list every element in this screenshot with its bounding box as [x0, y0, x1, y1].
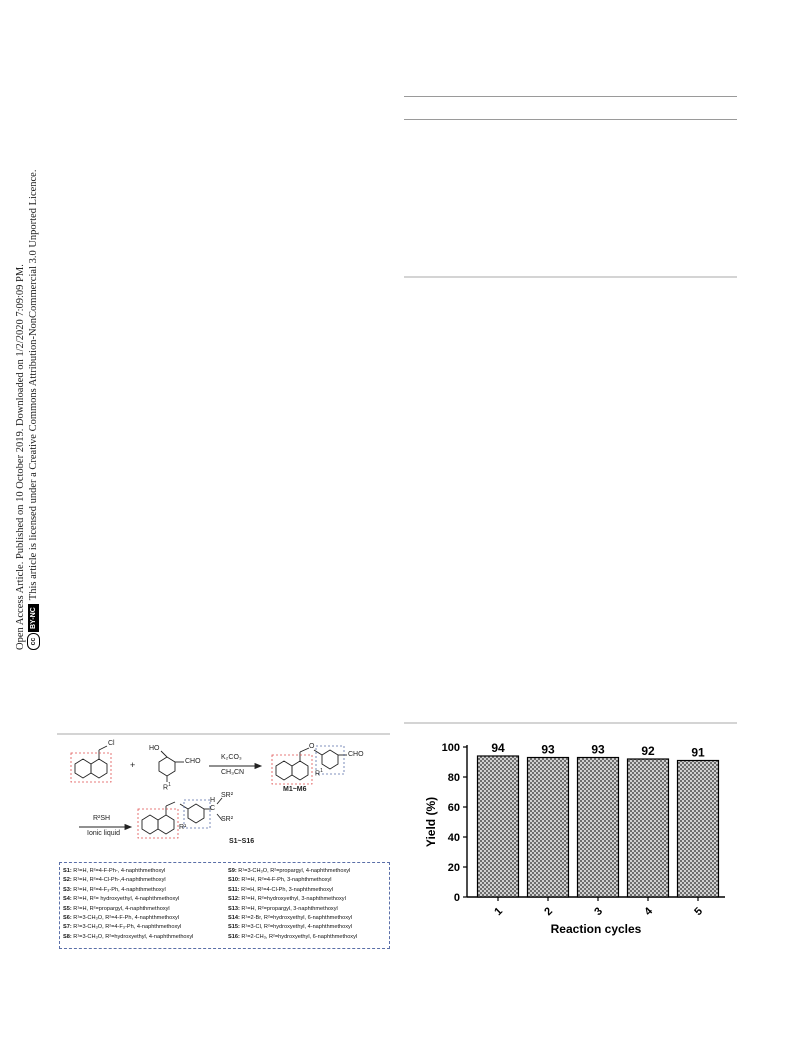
- legend-substituents: R¹=3-CH₃O, R²=4-F-Ph, 4-naphthmethoxyl: [71, 915, 180, 922]
- legend-substituents: R¹=H, R²=propargyl, 3-naphthmethoxyl: [239, 905, 338, 912]
- label-k2co3: K₂CO₃: [221, 754, 242, 761]
- legend-compound-id: S1:: [63, 868, 72, 874]
- compound-legend: [59, 862, 390, 949]
- legend-compound-id: S9:: [228, 868, 237, 874]
- legend-entry: [228, 867, 357, 876]
- y-tick-label: 60: [447, 802, 460, 814]
- data-label: 93: [591, 742, 605, 757]
- yield-bar-chart: [425, 733, 755, 938]
- data-label: 93: [541, 742, 555, 757]
- y-tick-label: 80: [447, 772, 460, 784]
- legend-substituents: R¹=3-CH₃O, R²=propargyl, 4-naphthmethoxyl: [236, 868, 351, 874]
- y-tick-label: 20: [447, 862, 460, 874]
- x-tick-label: 3: [592, 905, 606, 919]
- cc-by-nc-icon: [27, 604, 40, 650]
- by-nc-badge: BY-NC: [28, 604, 39, 632]
- label-ionic-liquid: Ionic liquid: [87, 830, 121, 837]
- label-ho: HO: [149, 745, 160, 752]
- legend-entry: [63, 923, 193, 932]
- x-tick-label: 5: [692, 905, 706, 919]
- label-cho: CHO: [185, 758, 201, 765]
- legend-entry: [228, 905, 357, 914]
- x-tick-label: 1: [492, 905, 506, 919]
- bar-cycle-4: [628, 759, 669, 897]
- legend-entry: [63, 914, 193, 923]
- legend-entry: [63, 876, 193, 885]
- label-h: H: [210, 797, 216, 804]
- label-o: O: [309, 743, 315, 750]
- licence-notice: [14, 90, 40, 650]
- legend-substituents: R¹=H, R²=4-F-Ph-, 4-naphthmethoxyl: [71, 868, 166, 874]
- licence-line-2: This article is licensed under a Creative Commons Attribution-NonCommercial 3.0 Unported Licence.: [28, 169, 39, 601]
- label-cho-product: CHO: [348, 751, 364, 758]
- label-r1: $R^1$: [163, 782, 171, 792]
- naphthalene-ring-e: [142, 815, 158, 834]
- data-label: 92: [641, 744, 655, 758]
- legend-substituents: R¹=3-Cl, R²=hydroxyethyl, 4-naphthmethoxyl: [239, 924, 353, 931]
- chart-canvas: [425, 733, 755, 938]
- legend-substituents: R¹=H, R²=hydroxyethyl, 3-naphthmethoxyl: [239, 896, 346, 903]
- y-tick-label: 40: [447, 832, 460, 844]
- scheme-top-rule: [57, 733, 390, 735]
- benzene-ring-reactant: [159, 757, 175, 776]
- legend-compound-id: S6:: [63, 915, 72, 922]
- legend-compound-id: S7:: [63, 924, 72, 931]
- legend-compound-id: S10:: [228, 877, 240, 884]
- legend-compound-id: S12:: [228, 896, 240, 903]
- legend-entry: [63, 867, 193, 876]
- legend-column-left: [63, 867, 193, 942]
- chart-top-rule: [404, 722, 737, 724]
- y-axis-label: Yield (%): [425, 796, 438, 848]
- legend-substituents: R¹=3-CH₃O, R²=4-F₃-Ph, 4-naphthmethoxyl: [71, 924, 182, 931]
- legend-substituents: R¹=2-CH₃, R²=hydroxyethyl, 6-naphthmethoxyl: [239, 933, 358, 940]
- legend-compound-id: S14:: [228, 915, 240, 922]
- benzene-ring-thioacetal: [188, 804, 204, 823]
- naphthalene-ring-f: [158, 815, 174, 834]
- bar-cycle-3: [578, 758, 619, 898]
- legend-entry: [228, 914, 357, 923]
- x-tick-label: 4: [642, 905, 656, 919]
- licence-line-1: Open Access Article. Published on 10 October 2019. Downloaded on 1/2/2020 7:09:09 PM.: [15, 264, 26, 650]
- benzene-ring-product: [322, 750, 338, 769]
- legend-entry: [63, 933, 193, 942]
- data-label: 94: [491, 741, 505, 755]
- legend-entry: [63, 895, 193, 904]
- label-r2sh: R²SH: [93, 815, 111, 822]
- legend-compound-id: S15:: [228, 924, 240, 931]
- legend-substituents: R¹=3-CH₃O, R²=hydroxyethyl, 4-naphthmethoxyl: [71, 933, 194, 940]
- synthesis-scheme: [57, 740, 390, 950]
- naphthalene-ring-d: [292, 761, 308, 780]
- legend-compound-id: S5:: [63, 905, 72, 912]
- legend-substituents: R¹=H, R²=4-F-Ph, 3-naphthmethoxyl: [239, 877, 332, 884]
- legend-substituents: R¹=H, R²= hydroxyethyl, 4-naphthmethoxyl: [71, 896, 180, 903]
- legend-entry: [63, 886, 193, 895]
- y-tick-label: 0: [453, 892, 460, 904]
- naphthalene-ring-c: [276, 761, 292, 780]
- legend-compound-id: S3:: [63, 886, 72, 893]
- y-tick-label: 100: [441, 742, 460, 754]
- bar-cycle-5: [678, 761, 719, 898]
- legend-compound-id: S16:: [228, 933, 240, 940]
- legend-entry: [228, 933, 357, 942]
- legend-substituents: R¹=H, R²=4-F₃-Ph, 4-naphthmethoxyl: [71, 886, 166, 893]
- legend-compound-id: S13:: [228, 905, 240, 912]
- table-header-rule: [404, 119, 737, 120]
- bar-cycle-2: [528, 758, 569, 898]
- legend-compound-id: S2:: [63, 877, 72, 884]
- label-m1-m6: M1~M6: [283, 786, 307, 793]
- label-r1-thioacetal: R¹: [179, 824, 187, 831]
- legend-compound-id: S4:: [63, 896, 72, 903]
- label-plus: +: [130, 760, 136, 770]
- label-ch3cn: CH₃CN: [221, 769, 245, 776]
- label-c: C: [210, 805, 216, 812]
- legend-entry: [228, 923, 357, 932]
- cc-logo-icon: cc: [27, 633, 40, 650]
- legend-substituents: R¹=H, R²=propargyl, 4-naphthmethoxyl: [71, 905, 170, 912]
- label-sr2-top: SR²: [221, 792, 234, 799]
- legend-substituents: R¹=H, R²=4-Cl-Ph-,4-naphthmethoxyl: [71, 877, 166, 884]
- x-tick-label: 2: [542, 905, 556, 919]
- legend-entry: [63, 905, 193, 914]
- data-label: 91: [691, 745, 705, 760]
- legend-entry: [228, 886, 357, 895]
- legend-compound-id: S11:: [228, 886, 240, 893]
- table-bottom-rule: [404, 276, 737, 278]
- label-s1-s16: S1~S16: [229, 838, 255, 845]
- label-sr2-bottom: SR²: [221, 816, 234, 823]
- bar-cycle-1: [478, 756, 519, 897]
- label-r1-product: $R^1$: [315, 768, 323, 778]
- naphthalene-ring-b: [91, 759, 107, 778]
- legend-column-right: [228, 867, 357, 942]
- legend-entry: [228, 895, 357, 904]
- legend-compound-id: S8:: [63, 933, 72, 940]
- label-cl: Cl: [108, 740, 115, 747]
- legend-substituents: R¹=2-Br, R²=hydroxyethyl, 6-naphthmethoxyl: [239, 915, 353, 922]
- legend-substituents: R¹=H, R²=4-Cl-Ph, 3-naphthmethoxyl: [239, 886, 334, 893]
- legend-entry: [228, 876, 357, 885]
- x-axis-label: Reaction cycles: [550, 922, 642, 936]
- naphthalene-ring-a: [75, 759, 91, 778]
- table-top-rule: [404, 96, 737, 97]
